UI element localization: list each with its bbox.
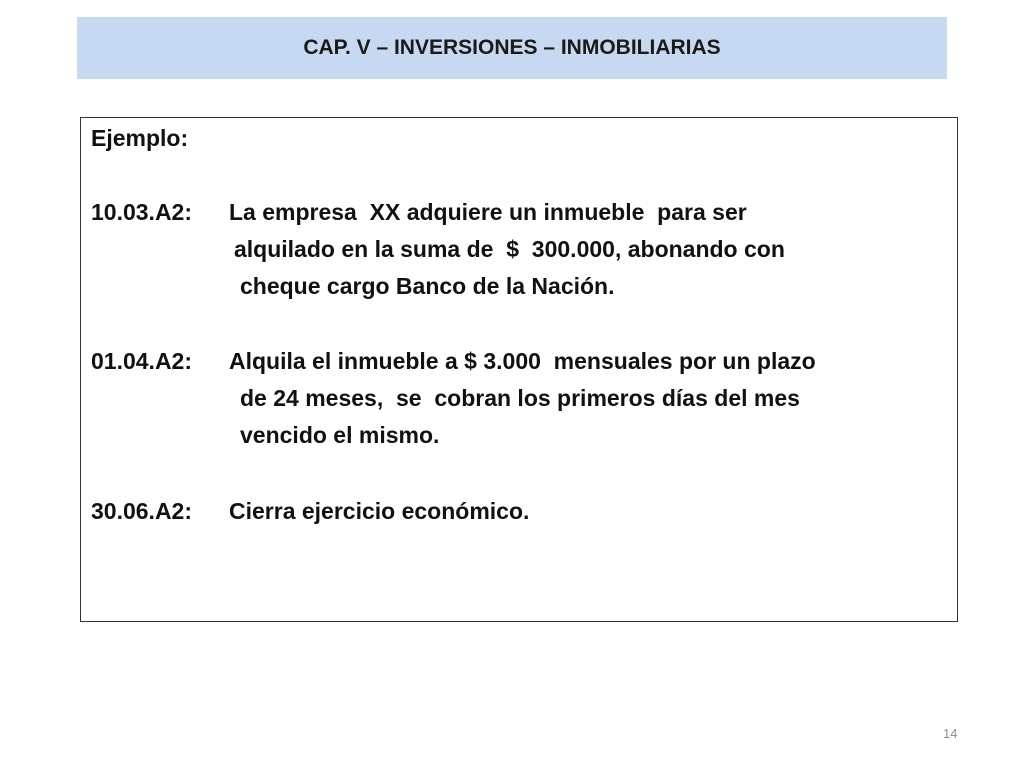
slide-title-bar [77,17,947,79]
entry-2-date: 01.04.A2: [91,348,193,374]
example-heading: Ejemplo: [91,125,189,151]
entry-1-line-2: alquilado en la suma de $ 300.000, abonando con [234,236,785,262]
page-number: 14 [943,726,958,741]
entry-2-line-2: de 24 meses, se cobran los primeros días del mes [240,385,800,411]
entry-1-date: 10.03.A2: [91,199,193,225]
entry-3-date: 30.06.A2: [91,498,193,524]
slide-title: CAP. V – INVERSIONES – INMOBILIARIAS [303,36,721,59]
entry-3-line-1: Cierra ejercicio económico. [229,498,530,524]
example-content-box [80,117,958,622]
entry-1-line-3: cheque cargo Banco de la Nación. [240,273,615,299]
entry-1-line-1: La empresa XX adquiere un inmueble para ser [229,199,747,225]
entry-2-line-3: vencido el mismo. [240,422,440,448]
entry-2-line-1: Alquila el inmueble a $ 3.000 mensuales por un plazo [229,348,816,374]
